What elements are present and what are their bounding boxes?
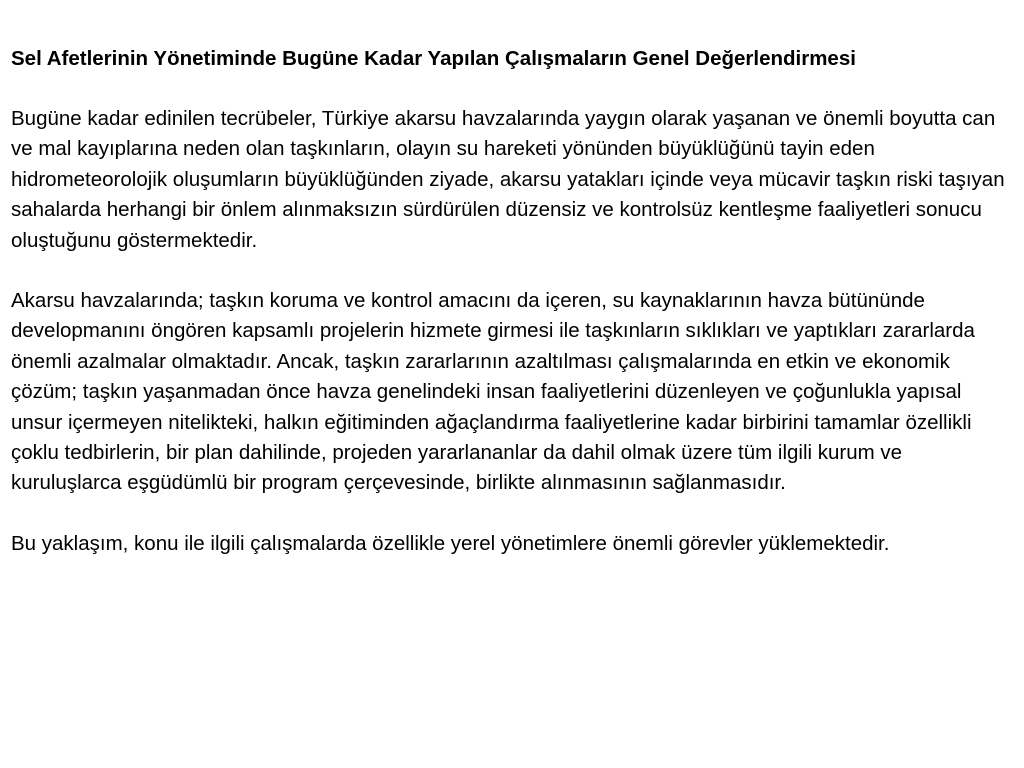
document-title: Sel Afetlerinin Yönetiminde Bugüne Kadar Yapılan Çalışmaların Genel Değerlendirmesi <box>11 47 856 70</box>
paragraph-2: Akarsu havzalarında; taşkın koruma ve kontrol amacını da içeren, su kaynaklarının havza bütününde developmanını öngören kapsamlı projelerin hizmete girmesi ile taşkınların sıklıkları ve yaptıkları zararlarda önemli azalmalar olmaktadır. Ancak, taşkın zararlarının azaltılması çalışmalarında en etkin ve ekonomik çözüm; taşkın yaşanmadan önce havza genelindeki insan faaliyetlerini düzenleyen ve çoğunlukla yapısal unsur içermeyen nitelikteki, halkın eğitiminden ağaçlandırma faaliyetlerine kadar birbirini tamamlar özellikli çoklu tedbirlerin, bir plan dahilinde, projeden yararlananlar da dahil olmak üzere tüm ilgili kurum ve kuruluşlarca eşgüdümlü bir program çerçevesinde, birlikte alınmasının sağlanmasıdır. <box>11 289 975 495</box>
paragraph-3: Bu yaklaşım, konu ile ilgili çalışmalarda özellikle yerel yönetimlere önemli görevler yüklemektedir. <box>11 531 890 555</box>
paragraph-1: Bugüne kadar edinilen tecrübeler, Türkiye akarsu havzalarında yaygın olarak yaşanan ve önemli boyutta can ve mal kayıplarına neden olan taşkınların, olayın su hareketi yönünden büyüklüğünü tayin eden hidrometeorolojik oluşumların büyüklüğünden ziyade, akarsu yatakları içinde veya mücavir taşkın riski taşıyan sahalarda herhangi bir önlem alınmaksızın sürdürülen düzensiz ve kontrolsüz kentleşme faaliyetleri sonucu oluştuğunu göstermektedir. <box>11 107 1005 252</box>
